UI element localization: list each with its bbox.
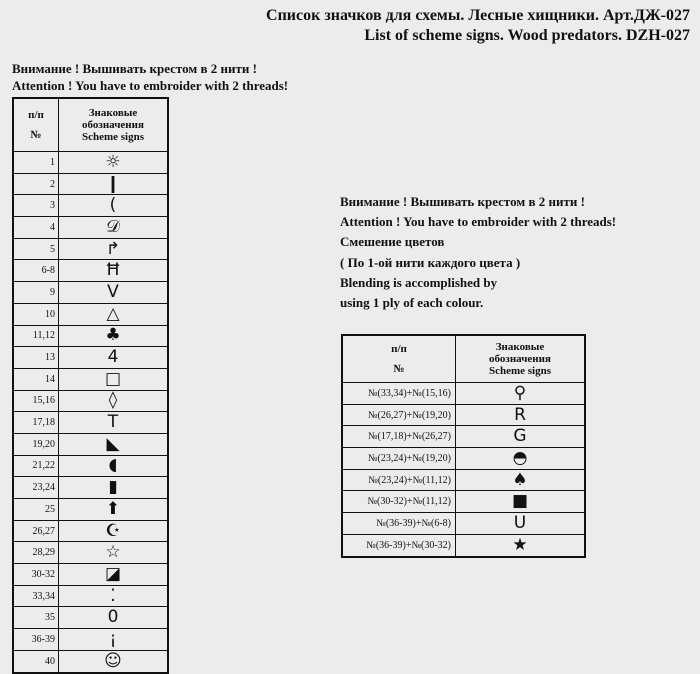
blend-row xyxy=(342,404,585,426)
blending-mix-ru: Смешение цветов xyxy=(340,234,445,250)
sign-row xyxy=(13,542,168,564)
blend-row-sign-icon: G xyxy=(456,426,586,448)
sign-row-sign-icon: T xyxy=(59,412,169,434)
blending-mix-ru-note: ( По 1-ой нити каждого цвета ) xyxy=(340,254,521,270)
sign-row-sign-icon: ♣ xyxy=(59,325,169,347)
blend-header-number xyxy=(342,335,456,383)
blend-row xyxy=(342,448,585,470)
blend-row-sign-icon: ◓ xyxy=(456,448,586,470)
blend-row xyxy=(342,426,585,448)
sign-row-sign-icon: Ħ xyxy=(59,260,169,282)
blend-row-number: №(30-32)+№(11,12) xyxy=(342,491,456,513)
blending-panel xyxy=(340,192,616,313)
sign-row xyxy=(13,217,168,239)
sign-row xyxy=(13,260,168,282)
sign-row xyxy=(13,368,168,390)
sign-row-number: 33,34 xyxy=(13,585,59,607)
sign-row-sign-icon: ▮ xyxy=(59,477,169,499)
sign-row-sign-icon: □ xyxy=(59,368,169,390)
sign-row-number: 3 xyxy=(13,195,59,217)
sign-row-sign-icon: ¡ xyxy=(59,629,169,651)
sign-row-number: 10 xyxy=(13,303,59,325)
sign-row xyxy=(13,433,168,455)
signs-table xyxy=(12,97,169,674)
sign-row-number: 6-8 xyxy=(13,260,59,282)
sign-row-number: 40 xyxy=(13,650,59,672)
sign-row xyxy=(13,238,168,260)
blend-row-sign-icon: ⚲ xyxy=(456,383,586,405)
sign-row xyxy=(13,282,168,304)
sign-row xyxy=(13,607,168,629)
sign-row-number: 28,29 xyxy=(13,542,59,564)
sign-row xyxy=(13,347,168,369)
sign-row-number: 36-39 xyxy=(13,629,59,651)
sign-row xyxy=(13,152,168,174)
sign-row-number: 30-32 xyxy=(13,564,59,586)
sign-row-number: 13 xyxy=(13,347,59,369)
notice-ru: Внимание ! Вышивать крестом в 2 нити ! xyxy=(12,61,257,76)
blend-row-number: №(33,34)+№(15,16) xyxy=(342,383,456,405)
blend-header-number-label-2: № xyxy=(393,363,405,375)
blend-header-sign xyxy=(456,335,586,383)
sign-row-sign-icon: ⬆ xyxy=(59,499,169,521)
sign-row-number: 19,20 xyxy=(13,433,59,455)
sign-row-number: 4 xyxy=(13,217,59,239)
sign-row-number: 21,22 xyxy=(13,455,59,477)
blend-row-sign-icon: ♠ xyxy=(456,469,586,491)
sign-row-sign-icon: △ xyxy=(59,303,169,325)
sign-row-sign-icon: ☪ xyxy=(59,520,169,542)
header-sign-label-3: Scheme signs xyxy=(81,131,145,143)
blend-signs-table xyxy=(341,334,586,558)
title-ru: Список значков для схемы. Лесные хищники. Арт.ДЖ-027 xyxy=(266,7,690,24)
notice-en: Attention ! You have to embroider with 2 threads! xyxy=(12,78,289,93)
title-en: List of scheme signs. Wood predators. DZH-027 xyxy=(364,27,690,44)
sign-row xyxy=(13,520,168,542)
blend-row-number: №(36-39)+№(6-8) xyxy=(342,513,456,535)
blend-row-number: №(36-39)+№(30-32) xyxy=(342,534,456,556)
blend-row-sign-icon: U xyxy=(456,513,586,535)
sign-row xyxy=(13,499,168,521)
sign-row-number: 25 xyxy=(13,499,59,521)
signs-table-header xyxy=(13,98,168,152)
header-number-label-2: № xyxy=(30,129,42,141)
blend-header-sign-label-2: обозначения xyxy=(489,353,551,365)
sign-row xyxy=(13,650,168,672)
sign-row-sign-icon: ☆ xyxy=(59,542,169,564)
blend-row-sign-icon: ■ xyxy=(456,491,586,513)
sign-row-number: 9 xyxy=(13,282,59,304)
sign-row xyxy=(13,629,168,651)
sign-row-number: 26,27 xyxy=(13,520,59,542)
blend-row xyxy=(342,534,585,556)
sign-row-sign-icon: ☼ xyxy=(59,152,169,174)
sign-row-sign-icon: ☺ xyxy=(59,650,169,672)
sign-row-number: 35 xyxy=(13,607,59,629)
sign-row-sign-icon: ◪ xyxy=(59,564,169,586)
sign-row xyxy=(13,585,168,607)
sign-row-number: 5 xyxy=(13,238,59,260)
blending-mix-en-1: Blending is accomplished by xyxy=(340,274,498,290)
sign-row-sign-icon: 4 xyxy=(59,347,169,369)
blend-row-number: №(23,24)+№(11,12) xyxy=(342,469,456,491)
sign-row-sign-icon: V xyxy=(59,282,169,304)
sign-row xyxy=(13,477,168,499)
sign-row-number: 14 xyxy=(13,368,59,390)
sign-row-number: 11,12 xyxy=(13,325,59,347)
blend-row xyxy=(342,513,585,535)
blend-row-number: №(23,24)+№(19,20) xyxy=(342,448,456,470)
sign-row-number: 17,18 xyxy=(13,412,59,434)
blend-row-sign-icon: ★ xyxy=(456,534,586,556)
sign-row-number: 23,24 xyxy=(13,477,59,499)
header-sign-label-2: обозначения xyxy=(82,119,144,131)
blending-notice-ru: Внимание ! Вышивать крестом в 2 нити ! xyxy=(340,194,585,209)
sign-row-sign-icon: ❙ xyxy=(59,173,169,195)
sign-row-sign-icon: ( xyxy=(59,195,169,217)
blending-mix-en-2: using 1 ply of each colour. xyxy=(340,295,484,311)
sign-row xyxy=(13,173,168,195)
sign-row-sign-icon: ◊ xyxy=(59,390,169,412)
header-number xyxy=(13,98,59,152)
sign-row xyxy=(13,303,168,325)
header-sign xyxy=(59,98,169,152)
blend-header-sign-label-3: Scheme signs xyxy=(488,365,552,377)
blending-notice-en: Attention ! You have to embroider with 2 threads! xyxy=(340,214,617,230)
sign-row-number: 1 xyxy=(13,152,59,174)
sign-row xyxy=(13,412,168,434)
sign-row xyxy=(13,325,168,347)
blend-header-number-label-1: п/п xyxy=(391,343,407,355)
blend-row xyxy=(342,469,585,491)
sign-row-number: 15,16 xyxy=(13,390,59,412)
blend-row-number: №(26,27)+№(19,20) xyxy=(342,404,456,426)
blend-row xyxy=(342,383,585,405)
blend-row-sign-icon: R xyxy=(456,404,586,426)
header-sign-label-1: Знаковые xyxy=(88,107,138,119)
blend-signs-table-body xyxy=(342,383,585,557)
blend-header-sign-label-1: Знаковые xyxy=(495,341,545,353)
sign-row-sign-icon: 𝒟 xyxy=(59,217,169,239)
blend-signs-table-header xyxy=(342,335,585,383)
blend-row-number: №(17,18)+№(26,27) xyxy=(342,426,456,448)
sign-row xyxy=(13,564,168,586)
blend-row xyxy=(342,491,585,513)
sign-row xyxy=(13,455,168,477)
sign-row xyxy=(13,195,168,217)
sign-row-sign-icon: ⁚ xyxy=(59,585,169,607)
signs-table-body xyxy=(13,152,168,673)
sign-row-sign-icon: 0 xyxy=(59,607,169,629)
header-number-label-1: п/п xyxy=(28,109,44,121)
sign-row-number: 2 xyxy=(13,173,59,195)
sign-row-sign-icon: ◖ xyxy=(59,455,169,477)
sign-row xyxy=(13,390,168,412)
sign-row-sign-icon: ↱ xyxy=(59,238,169,260)
sign-row-sign-icon: ◣ xyxy=(59,433,169,455)
